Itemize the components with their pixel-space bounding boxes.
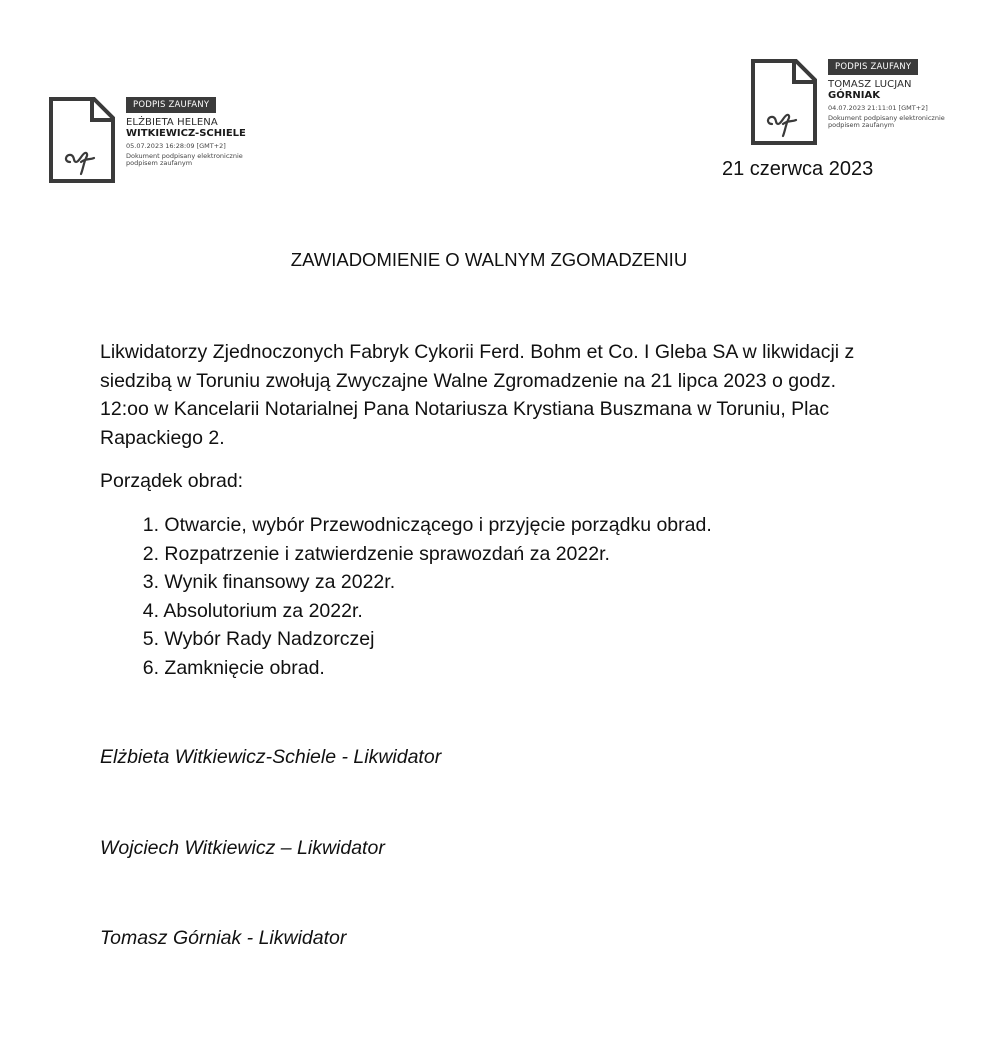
agenda-item-number: 5. xyxy=(142,628,159,651)
trusted-signature-badge: PODPIS ZAUFANY xyxy=(126,97,216,113)
agenda-item xyxy=(100,511,880,540)
agenda-item-text: Zamknięcie obrad. xyxy=(164,656,325,679)
document-date: 21 czerwca 2023 xyxy=(722,158,874,180)
agenda-heading: Porządek obrad: xyxy=(100,470,244,492)
agenda-item-number: 6. xyxy=(142,656,159,679)
document-title: ZAWIADOMIENIE O WALNYM ZGOMADZENIU xyxy=(290,249,688,270)
signature-note: Dokument podpisany elektronicznie podpisem zaufanym xyxy=(828,113,945,129)
signer-last-name: WITKIEWICZ-SCHIELE xyxy=(126,127,246,139)
signature-timestamp: 05.07.2023 16:28:09 [GMT+2] xyxy=(126,141,226,150)
agenda-item-text: Wynik finansowy za 2022r. xyxy=(164,571,396,594)
trusted-signature-badge: PODPIS ZAUFANY xyxy=(828,59,918,75)
agenda-item-number: 3. xyxy=(142,571,159,594)
agenda-item-text: Absolutorium za 2022r. xyxy=(163,599,363,622)
agenda-item xyxy=(100,597,880,626)
agenda-item xyxy=(100,568,880,597)
agenda-item-number: 4. xyxy=(142,599,159,622)
signer-first-names: TOMASZ LUCJAN xyxy=(828,78,912,90)
agenda-item-text: Rozpatrzenie i zatwierdzenie sprawozdań za 2022r. xyxy=(164,542,610,565)
signatory-line: Elżbieta Witkiewicz-Schiele - Likwidator xyxy=(100,746,442,768)
agenda-item-number: 2. xyxy=(142,542,159,565)
agenda-item-number: 1. xyxy=(142,514,159,536)
signed-document-icon xyxy=(750,58,818,146)
signer-first-names: ELŻBIETA HELENA xyxy=(126,116,218,128)
signed-document-icon xyxy=(48,96,116,184)
agenda-item xyxy=(100,540,880,569)
signature-timestamp: 04.07.2023 21:11:01 [GMT+2] xyxy=(828,103,928,112)
agenda-list xyxy=(100,511,880,683)
signatory-line: Wojciech Witkiewicz – Likwidator xyxy=(100,837,385,859)
agenda-item xyxy=(100,625,880,654)
agenda-item xyxy=(100,654,880,683)
signature-note: Dokument podpisany elektronicznie podpisem zaufanym xyxy=(126,151,243,167)
signatory-line: Tomasz Górniak - Likwidator xyxy=(100,927,347,949)
agenda-item-text: Wybór Rady Nadzorczej xyxy=(164,628,375,651)
signer-last-name: GÓRNIAK xyxy=(828,89,880,101)
notice-paragraph: Likwidatorzy Zjednoczonych Fabryk Cykorii Ferd. Bohm et Co. I Gleba SA w likwidacji z siedzibą w Toruniu zwołują Zwyczajne Walne Zgromadzenie na 21 lipca 2023 o godz. 12:oo w Kancelarii Notarialnej Pana Notariusza Krystiana Buszmana w Toruniu, Plac Rapackiego 2. xyxy=(100,341,855,449)
agenda-item-text: Otwarcie, wybór Przewodniczącego i przyjęcie porządku obrad. xyxy=(164,514,712,536)
